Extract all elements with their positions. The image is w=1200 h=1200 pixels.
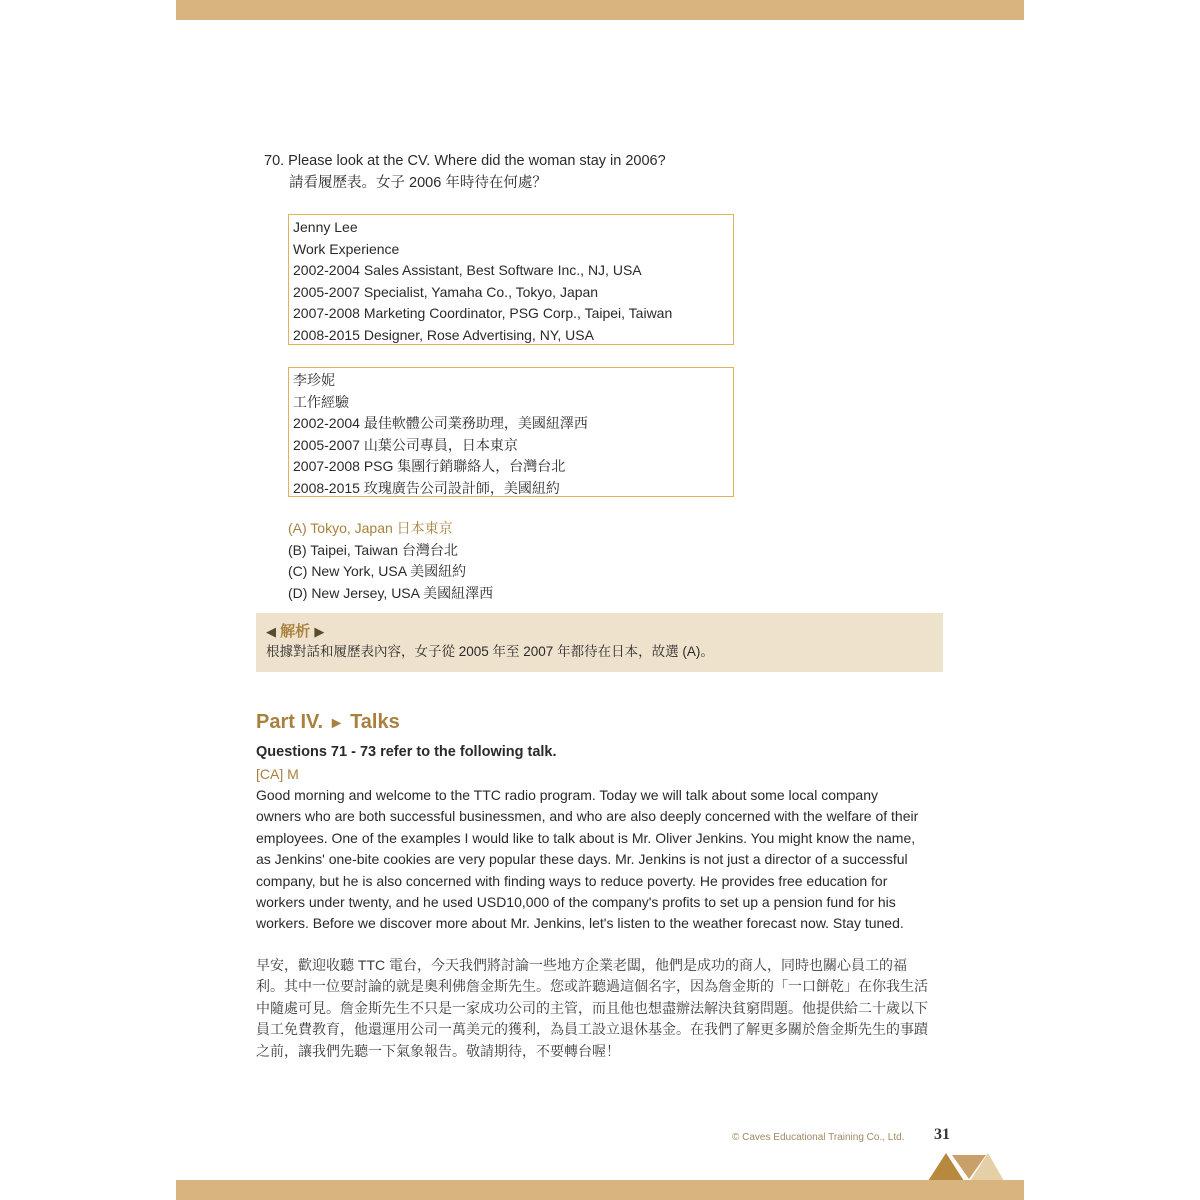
page-number: 31 bbox=[934, 1126, 950, 1143]
cv-line: 2007-2008 PSG 集團行銷聯絡人，台灣台北 bbox=[293, 458, 566, 474]
passage-line: 早安，歡迎收聽 TTC 電台，今天我們將討論一些地方企業老闆，他們是成功的商人，同時也關心員工的福 bbox=[256, 957, 907, 973]
question-text-en: 70. Please look at the CV. Where did the woman stay in 2006? bbox=[264, 153, 666, 169]
option-a-correct: (A) Tokyo, Japan 日本東京 bbox=[288, 520, 453, 536]
cv-line: 李珍妮 bbox=[293, 372, 335, 388]
triangle-left-icon: ◀ bbox=[266, 624, 276, 639]
cv-line: 2002-2004 最佳軟體公司業務助理，美國紐澤西 bbox=[293, 415, 588, 431]
question-text-zh: 請看履歷表。女子 2006 年時待在何處？ bbox=[289, 175, 547, 191]
option-d: (D) New Jersey, USA 美國紐澤西 bbox=[288, 584, 494, 601]
passage-line: 中隨處可見。詹金斯先生不只是一家成功公司的主管，而且他也想盡辦法解決貧窮問題。他提供給二十歲以下 bbox=[256, 999, 928, 1016]
passage-chinese bbox=[256, 955, 946, 1062]
passage-line: workers. Before we discover more about Mr. Jenkins, let's listen to the weather forecast now. Stay tuned. bbox=[256, 915, 904, 932]
passage-line: workers under twenty, and he used USD10,000 of the company's profits to set up a pension fund for his bbox=[256, 894, 896, 911]
analysis-title: 解析 bbox=[280, 623, 311, 640]
analysis-text: 根據對話和履歷表內容，女子從 2005 年至 2007 年都待在日本，故選 (A)。 bbox=[266, 644, 714, 659]
cv-chinese-box bbox=[288, 367, 734, 497]
option-c: (C) New York, USA 美國紐約 bbox=[288, 563, 467, 579]
speaker-label: [CA] M bbox=[256, 766, 299, 782]
analysis-box bbox=[256, 613, 943, 672]
passage-line: owners who are both successful businessmen, and who are also deeply concerned with the welfare of their bbox=[256, 808, 919, 825]
passage-line: 之前，讓我們先聽一下氣象報告。敬請期待，不要轉台喔！ bbox=[256, 1042, 620, 1059]
cv-line: 2002-2004 Sales Assistant, Best Software Inc., NJ, USA bbox=[293, 262, 642, 278]
bottom-band bbox=[176, 1180, 1024, 1200]
cv-line: 2008-2015 Designer, Rose Advertising, NY, USA bbox=[293, 326, 594, 343]
cv-line: 2005-2007 Specialist, Yamaha Co., Tokyo, Japan bbox=[293, 283, 599, 300]
passage-line: as Jenkins' one-bite cookies are very popular these days. Mr. Jenkins is not just a director of a successful bbox=[256, 851, 908, 868]
publisher-logo-icon bbox=[928, 1151, 1004, 1181]
talk-heading: Questions 71 - 73 refer to the following talk. bbox=[256, 744, 557, 760]
cv-english-box bbox=[288, 214, 734, 345]
top-band bbox=[176, 0, 1024, 20]
passage-line: Good morning and welcome to the TTC radio program. Today we will talk about some local company bbox=[256, 787, 879, 803]
part-title bbox=[256, 708, 400, 738]
triangle-right-icon: ► bbox=[328, 715, 345, 732]
part-name: Talks bbox=[350, 711, 400, 733]
cv-line: Work Experience bbox=[293, 240, 400, 257]
cv-line: 2007-2008 Marketing Coordinator, PSG Corp., Taipei, Taiwan bbox=[293, 305, 673, 321]
cv-line: Jenny Lee bbox=[293, 219, 358, 235]
answer-options bbox=[288, 518, 493, 604]
triangle-right-icon: ▶ bbox=[314, 624, 325, 639]
question-70 bbox=[264, 150, 666, 194]
footer-copyright: © Caves Educational Training Co., Ltd. bbox=[732, 1132, 905, 1143]
analysis-heading bbox=[266, 622, 933, 642]
passage-english bbox=[256, 785, 956, 935]
passage-line: company, but he is also concerned with finding ways to reduce poverty. He provides free education for bbox=[256, 872, 888, 889]
cv-line: 2008-2015 玫瑰廣告公司設計師，美國紐約 bbox=[293, 479, 560, 496]
cv-line: 工作經驗 bbox=[293, 393, 349, 410]
passage-line: 利。其中一位要討論的就是奧利佛詹金斯先生。您或許聽過這個名字，因為詹金斯的「一口餅乾」在你我生活 bbox=[256, 978, 928, 995]
part-label: Part IV. bbox=[256, 711, 324, 733]
passage-line: 員工免費教育，他還運用公司一萬美元的獲利，為員工設立退休基金。在我們了解更多關於詹金斯先生的事蹟 bbox=[256, 1021, 928, 1038]
cv-line: 2005-2007 山葉公司專員，日本東京 bbox=[293, 436, 518, 453]
option-b: (B) Taipei, Taiwan 台灣台北 bbox=[288, 541, 458, 558]
passage-line: employees. One of the examples I would like to talk about is Mr. Oliver Jenkins. You might know the name, bbox=[256, 829, 916, 846]
